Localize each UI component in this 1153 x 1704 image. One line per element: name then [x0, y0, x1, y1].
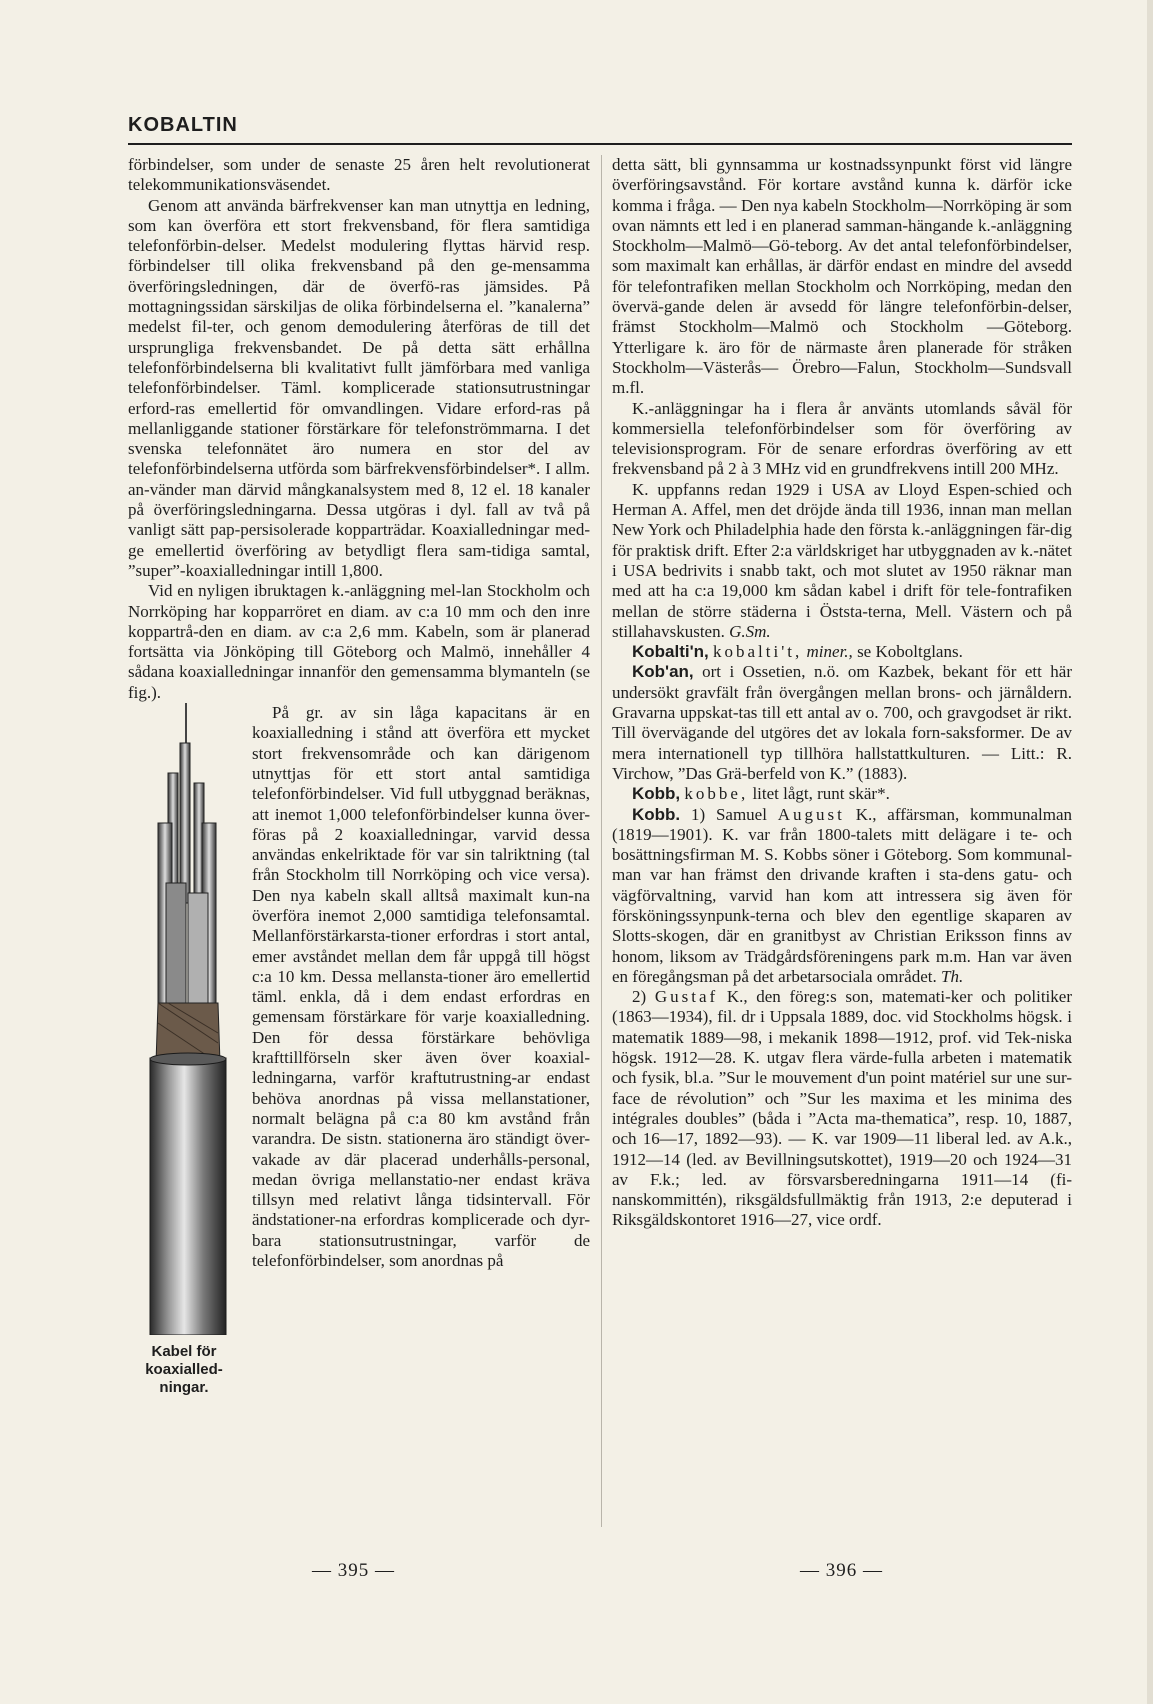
cable-figure — [128, 703, 240, 1425]
paragraph: Genom att använda bärfrekvenser kan man utnyttja en ledning, som kan överföra ett stort frekvensband, för flera samtidiga telefonförbin-delser. Medelst modulering flyttas härvid resp. förbindelser till olika frekvensband på den ge-mensamma överföringsledningen, där de överfö-ras jämsides. På mottagningssidan särskiljas de olika förbindelserna el. ”kanalerna” medelst fil-ter, och genom demodulering återföras de till det ursprungliga frekvensbandet. De på detta sätt erhållna telefonförbindelserna bli kvalitativt fullt jämförbara med vanliga telefonförbindelser. Täml. komplicerade stationsutrustningar erford-ras emellertid för omvandlingen. Vidare erford-ras på mellanliggande stationer förstärkare för telefonströmmarna. I det svenska telefonnätet äro numera en stor del av telefonförbindelserna utförda som bärfrekvensförbindelser*. I allm. an-vänder man därvid mångkanalsystem med 8, 12 el. 18 kanaler på överföringsledningarna. Dessa utgöras i dyl. fall av två på vanligt sätt pap-persisolerade kopparträdar. Koaxialledningar med-ge emellertid överföring av betydligt flera sam-tidiga samtal, ”super”-koaxialledningar intill 1,800. — [128, 195, 590, 580]
header-rule — [128, 143, 1072, 145]
figure-caption: Kabel för koaxialled-ningar. — [145, 1343, 223, 1397]
column-divider — [601, 155, 602, 1527]
paragraph: På gr. av sin låga kapacitans är en koaxialledning i stånd att överföra ett mycket stort frekvensområde och kan därigenom utnyttjas för ett stort antal samtidiga telefonförbindelser. Vid full utbyggnad beräknas, att inemot 1,000 telefonförbindelser kunna över-föras på 2 koaxialledningar, varvid dessa användas enkelriktade för var sin talriktning (tal från Stockholm till Norrköping och vice versa). Den nya kabeln skall alltså maximalt kun-na överföra inemot 2,000 samtidiga telefonsamtal. Mellanförstärkarsta-tioner erfordras i stort antal, emer avståndet mellan dem får uppgå till högst c:a 10 km. Dessa mellansta-tioner äro emellertid täml. enkla, då i dem endast erfordras en gemensam förstärkare för varje koaxialledning. Den för dessa förstärkare behövliga krafttillförseln sker även över koaxial-ledningarna, varför kraftutrustning-ar endast behöva anordnas på vissa mellanstationer, normalt belägna på c:a 80 km avstånd från varandra. De sistn. stationerna äro ständigt över-vakade av där placerad underhålls-personal, medan övriga mellanstatio-ner endast kräva tillsyn med relativt långa tidsintervall. För ändstationer-na erfordras komplicerade och dyr-bara stationsutrustningar, varför de telefonförbindelser, som anordnas på — [252, 703, 590, 1271]
entry-headword: Kob'an, — [632, 662, 694, 682]
entry-kobaltin: Kobalti'n, kobalti't, miner., se Koboltglans. — [632, 642, 963, 662]
entry-kobb-gustaf: 2) Gustaf K., den föreg:s son, matemati-ker och politiker (1863—1934), fil. dr i Uppsala 1889, doc. vid Stockholms högsk. i matematik 1889—98, i mekanik 1898—1912, prof. vid Tek-niska högsk. 1912—28. K. utgav flera värde-fulla arbeten i matematik och fysik, bl.a. ”Sur le mouvement d'un point matériel sur une sur-face de révolution” och ”Sur les maxima et les minima des intégrales doubles” (båda i ”Acta ma-thematica”, resp. 10, 1887, och 16—17, 1892—93). — K. var 1909—11 liberal led. av A.k., 1912—14 (led. av Bevillningsutskottet), 1919—20 och 1924—31 av F.k.; led. av försvarsberedningarna 1911—14 (fi-nanskommittén), riksgäldsfullmäktig från 1913, 2:e deputerad i Riksgäldskontoret 1916—27, vice ordf. — [612, 987, 1072, 1230]
right-column — [612, 155, 1072, 1231]
entry-headword: Kobb. — [632, 804, 681, 824]
page-number-right: — 396 — — [800, 1560, 883, 1581]
entry-kobb-samuel: Kobb. 1) Samuel August K., affärsman, kommunalman (1819—1901). K. var från 1800-talets mitt delägare i te- och bosättningsfirman M. S. Kobbs söner i Göteborg. Som kommunal-man var han främst den drivande kraften i sta-dens gatu- och vägförvaltning, varvid han kom att intressera sig även för försköningssynpunk-terna och blev den egentlige skaparen av Slotts-skogen, där en granitbyst av Christian Eriksson finns av honom, liksom av Trädgårdsföreningens park m.m. Han var även en föregångsman på det arbetarsociala området. Th. — [612, 804, 1072, 986]
author-signature: Th. — [941, 966, 964, 986]
paragraph: K.-anläggningar ha i flera år använts utomlands såväl för kommersiella telefonförbindelser som för överföring av televisionsprogram. För de senare erfordras överföring av ett frekvensband på 2 à 3 MHz vid en grundfrekvens intill 200 MHz. — [612, 398, 1072, 479]
figure-wrap — [128, 703, 590, 1397]
left-column — [128, 155, 590, 1425]
coaxial-cable-illustration — [128, 703, 240, 1335]
paragraph: Vid en nyligen ibruktagen k.-anläggning mel-lan Stockholm och Norrköping har kopparröret en diam. av c:a 10 mm och den inre koppartrå-den en diam. av c:a 2,6 mm. Kabeln, som är planerad fortsätta via Jönköping till Göteborg och Malmö, innehåller 4 sådana koaxialledningar innanför den gemensamma blymanteln (se fig.). — [128, 581, 590, 702]
paragraph: förbindelser, som under de senaste 25 åren helt revolutionerat telekommunikationsväsendet. — [128, 155, 590, 195]
paragraph: K. uppfanns redan 1929 i USA av Lloyd Espen-schied och Herman A. Affel, men det dröjde ända till 1936, innan man mellan New York och Philadelphia hade den första k.-anläggningen fär-dig för praktisk drift. Efter 2:a världskriget har utbyggnaden av k.-nätet i USA bedrivits i snabb takt, och mot slutet av 1950 räknar man med att ha c:a 19,000 km sådan kabel i drift för tele-fontrafiken mellan de större städerna i Öststa-terna, Mell. Västern och på stillahavskusten. G.Sm. — [612, 479, 1072, 641]
entry-headword: Kobb, — [632, 784, 681, 804]
page-number-left: — 395 — — [312, 1560, 395, 1581]
page-title: KOBALTIN — [128, 114, 238, 136]
page-header — [128, 114, 1072, 145]
paragraph: detta sätt, bli gynnsamma ur kostnadssynpunkt först vid längre överföringsavstånd. För kortare avstånd kunna k. därför icke komma i fråga. — Den nya kabeln Stockholm—Norrköping är som ovan nämnts ett led i en planerad samman-hängande k.-anläggning Stockholm—Malmö—Gö-teborg. Av det antal telefonförbindelser, som maximalt kan erhållas, är därför endast en mindre del avsedd för telefontrafiken mellan Stockholm och Norrköping, medan den övervä-gande delen är avsedd för längre telefonförbin-delser, främst Stockholm—Malmö och Stockholm —Göteborg. Ytterligare k. äro för de närmaste åren planerade för stråken Stockholm—Västerås— Örebro—Falun, Stockholm—Sundsvall m.fl. — [612, 155, 1072, 398]
entry-headword: Kobalti'n, — [632, 642, 709, 662]
entry-koban: Kob'an, ort i Ossetien, n.ö. om Kazbek, bekant för ett här undersökt gravfält från övergången mellan brons- och järnåldern. Gravarna uppskat-tas till ett antal av o. 700, och gravgodset är rikt. Till övervägande del utgöres det av lokala forn-saksformer. De av mera internationell typ tillhöra hallstattkulturen. — Litt.: R. Virchow, ”Das Grä-berfeld von K.” (1883). — [612, 662, 1072, 783]
author-signature: G.Sm. — [729, 621, 771, 641]
entry-kobb-skar: Kobb, kobbe, litet lågt, runt skär*. — [632, 784, 890, 804]
